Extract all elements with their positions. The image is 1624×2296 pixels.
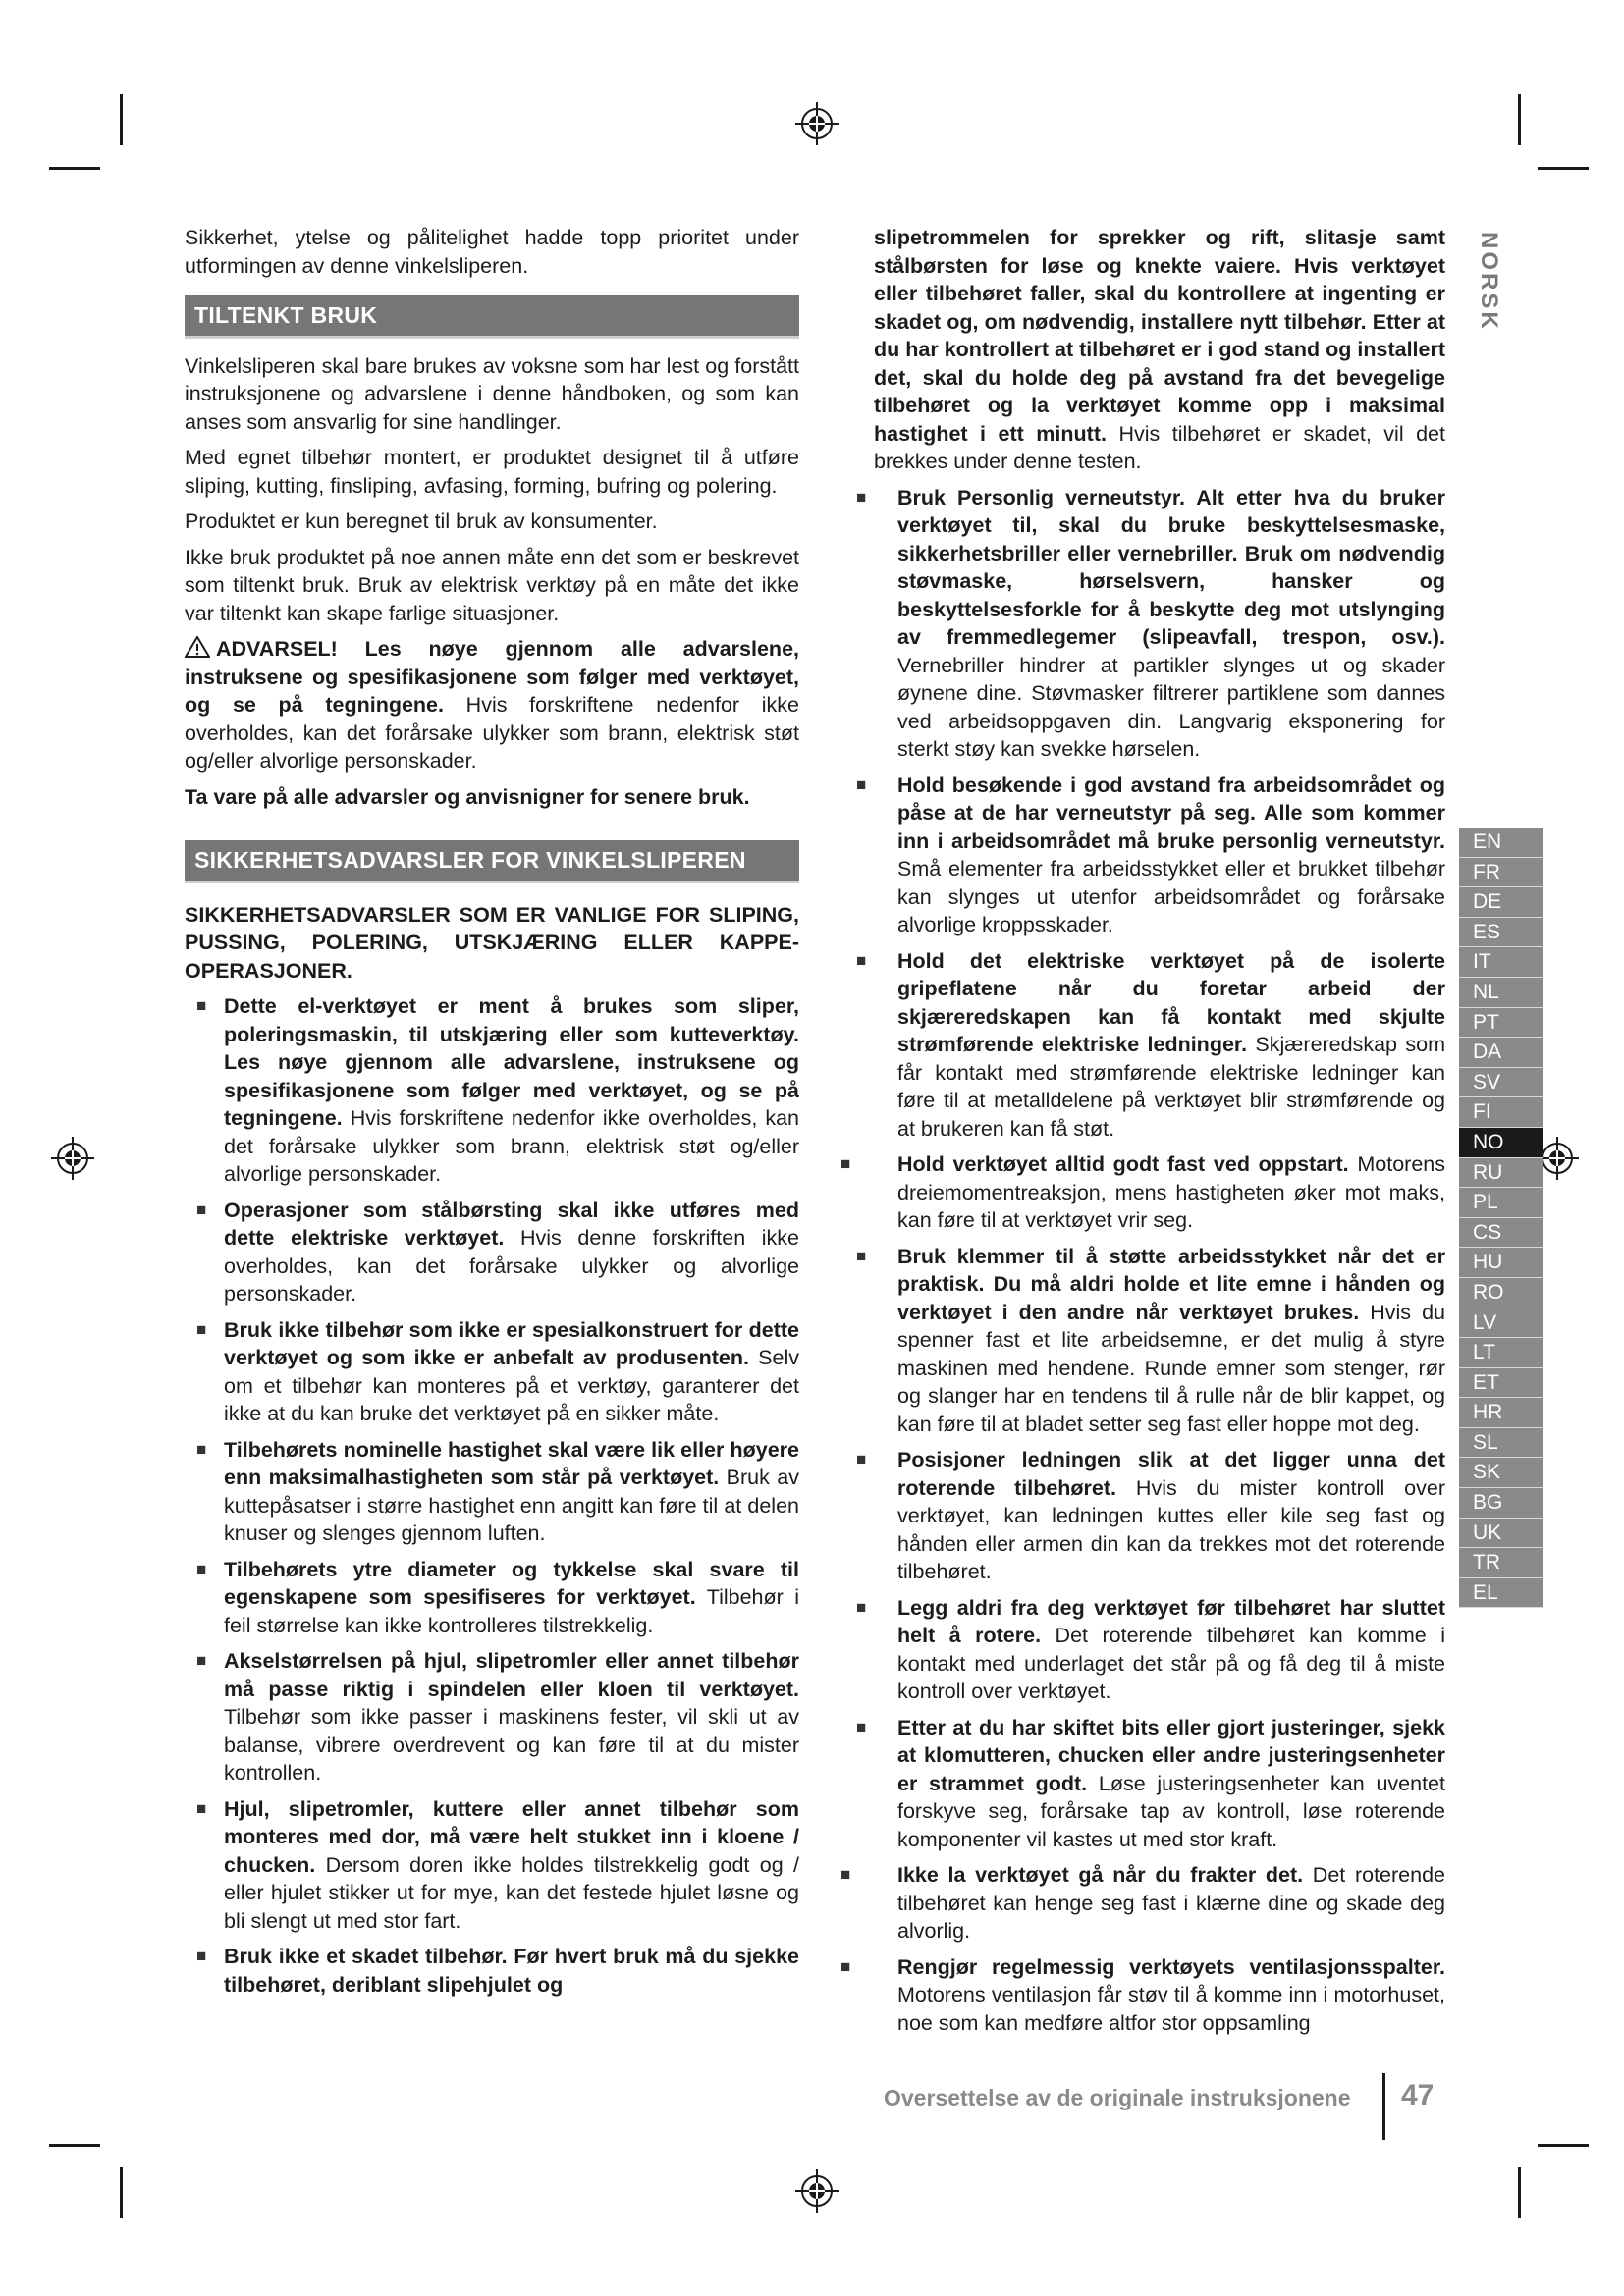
bullet-icon: ■ [856, 1597, 867, 1617]
crop-mark [1538, 167, 1589, 170]
list-item: ■ Tilbehørets nominelle hastighet skal være lik eller høyere enn maksimalhastigheten som står på verktøyet. Bruk av kuttepåsatser i større hastighet enn angitt kan føre til at delen knuser og slenges gjennom luften. [196, 1437, 799, 1545]
left-column [185, 224, 799, 2006]
language-tab-es[interactable]: ES [1459, 918, 1543, 948]
language-tab-de[interactable]: DE [1459, 887, 1543, 918]
paragraph: Med egnet tilbehør montert, er produktet designet til å utføre sliping, kutting, finsliping, avfasing, forming, bufring og polering. [185, 446, 799, 498]
bullet-icon: ■ [856, 774, 867, 794]
language-tab-en[interactable]: EN [1459, 828, 1543, 858]
bullet-icon: ■ [196, 1200, 207, 1219]
bullet-icon: ■ [856, 950, 867, 970]
right-column [840, 224, 1446, 2045]
language-tab-tr[interactable]: TR [1459, 1548, 1543, 1578]
language-tab-pl[interactable]: PL [1459, 1188, 1543, 1218]
language-tab-pt[interactable]: PT [1459, 1008, 1543, 1039]
crop-mark [49, 2144, 100, 2147]
crop-mark [120, 94, 123, 145]
language-tab-hu[interactable]: HU [1459, 1248, 1543, 1278]
crop-mark [49, 167, 100, 170]
list-item: ■ Rengjør regelmessig verktøyets ventilasjonsspalter. Motorens ventilasjon får støv til å komme inn i motorhuset, noe som kan medføre altfor stor oppsamling [840, 1954, 1445, 2035]
footer-caption: Oversettelse av de originale instruksjonene [884, 2085, 1351, 2110]
bullet-icon: ■ [856, 1717, 867, 1736]
section-heading-safety-warnings: SIKKERHETSADVARSLER FOR VINKELSLIPEREN [185, 840, 799, 883]
language-tab-lt[interactable]: LT [1459, 1338, 1543, 1368]
language-tab-cs[interactable]: CS [1459, 1218, 1543, 1249]
continued-paragraph: slipetrommelen for sprekker og rift, slitasje samt stålbørsten for løse og knekte vaiere. Hvis verktøyet eller tilbehøret faller, skal du kontrollere at ingenting er skadet og, om nødvendig, installere nytt tilbehør. Etter at du har kontrollert at tilbehøret er i god stand og installert det, skal du holde deg på avstand fra det bevegelige tilbehøret og la verktøyet komme opp i maksimal hastighet i ett minutt. Hvis tilbehøret er skadet, vil det brekkes under denne testen. [874, 226, 1445, 473]
language-tab-lv[interactable]: LV [1459, 1308, 1543, 1339]
footer-divider [1382, 2073, 1385, 2140]
bullet-icon: ■ [196, 1439, 207, 1459]
list-item: ■ Hold verktøyet alltid godt fast ved oppstart. Motorens dreiemomentreaksjon, mens hastigheten øker mot maks, kan føre til at verktøyet vrir seg. [840, 1152, 1445, 1232]
bullet-icon: ■ [856, 1246, 867, 1265]
bullet-icon: ■ [196, 1319, 207, 1339]
list-item: ■ Tilbehørets ytre diameter og tykkelse skal svare til egenskapene som spesifiseres for verktøyet. Tilbehør i feil størrelse kan ikke kontrolleres tilstrekkelig. [196, 1557, 799, 1637]
paragraph: Ikke bruk produktet på noe annen måte enn det som er beskrevet som tiltenkt bruk. Bruk av elektrisk verktøy på en måte det ikke var tiltenkt kan skape farlige situasjoner. [185, 545, 799, 625]
list-item: ■ Hold besøkende i god avstand fra arbeidsområdet og påse at de har verneutstyr på seg. Alle som kommer inn i arbeidsområdet må bruke personlig verneutstyr. Små elementer fra arbeidsstykket eller et brukket tilbehør kan slynges ut utenfor arbeidsområdet og forårsake alvorlige kroppsskader. [856, 773, 1445, 936]
bullet-icon: ■ [196, 1798, 207, 1818]
language-tab-sk[interactable]: SK [1459, 1458, 1543, 1488]
list-item: ■ Hold det elektriske verktøyet på de isolerte gripeflatene når du foretar arbeid der skjæreredskapen kan få kontakt med skjulte strømførende elektriske ledninger. Skjæreredskap som får kontakt med strømførende elektriske ledninger kan føre til at metalldelene på verktøyet blir strømførende og at brukeren kan få støt. [856, 948, 1445, 1141]
bullet-icon: ■ [196, 1651, 207, 1670]
list-item: ■ Bruk klemmer til å støtte arbeidsstykket når det er praktisk. Du må aldri holde et lite emne i hånden og verktøyet i den andre når verktøyet brukes. Hvis du spenner fast et lite arbeidsemne, er det mulig å styre maskinen med hendene. Runde emner som stenger, rør og slanger har en tendens til å rulle når de blir kappet, og kan føre til at bladet setter seg fast eller hoppe mot deg. [856, 1244, 1446, 1436]
language-tab-et[interactable]: ET [1459, 1368, 1543, 1399]
language-tab-ru[interactable]: RU [1459, 1158, 1543, 1189]
crop-mark [1518, 2167, 1521, 2218]
list-item: ■ Akselstørrelsen på hjul, slipetromler eller annet tilbehør må passe riktig i spindelen eller kloen til verktøyet. Tilbehør som ikke passer i maskinens fester, vil skli ut av balanse, vibrere overdrevent og kan føre til at du mister kontrollen. [196, 1649, 799, 1785]
list-item: ■ Dette el-verktøyet er ment å brukes som sliper, poleringsmaskin, til utskjæring eller som kutteverktøy. Les nøye gjennom alle advarslene, instruksene og spesifikasjonene som følger med verktøyet, og se på tegningene. Hvis forskriftene nedenfor ikke overholdes, kan det forårsake ulykker som brann, elektrisk støt og/eller alvorlige personskader. [196, 994, 799, 1186]
page-number: 47 [1401, 2079, 1435, 2111]
subheading: SIKKERHETSADVARSLER SOM ER VANLIGE FOR SLIPING, PUSSING, POLERING, UTSKJÆRING ELLER KAPPE-OPERASJONER. [185, 902, 799, 983]
language-tab-fr[interactable]: FR [1459, 858, 1543, 888]
list-item: ■ Posisjoner ledningen slik at det ligger unna det roterende tilbehøret. Hvis du mister kontroll over verktøyet, kan ledningen kuttes eller kile seg fast og hånden eller armen din kan da trekkes mot det roterende tilbehøret. [856, 1448, 1445, 1583]
language-label: NORSK [1476, 232, 1502, 332]
language-tab-uk[interactable]: UK [1459, 1519, 1543, 1549]
bullet-icon: ■ [196, 1947, 207, 1965]
warning-triangle-icon [185, 636, 210, 658]
registration-mark-icon [795, 102, 839, 145]
list-item: ■ Bruk ikke tilbehør som ikke er spesialkonstruert for dette verktøyet og som ikke er anbefalt av produsenten. Selv om et tilbehør kan monteres på et verktøy, garanterer det ikke at du kan bruke det verktøyet på en sikker måte. [196, 1317, 799, 1425]
language-tab-da[interactable]: DA [1459, 1038, 1543, 1068]
warning-bold: ADVARSEL! Les nøye gjennom alle advarslene, instruksene og spesifikasjonene som følger med verktøyet, og se på tegningene. [185, 637, 799, 717]
keep-note: Ta vare på alle advarsler og anvisnigner for senere bruk. [185, 784, 750, 809]
intro-paragraph: Sikkerhet, ytelse og pålitelighet hadde topp prioritet under utformingen av denne vinkelsliperen. [185, 226, 799, 278]
crop-mark [120, 2167, 123, 2218]
language-tab-sl[interactable]: SL [1459, 1428, 1543, 1459]
language-tab-fi[interactable]: FI [1459, 1097, 1543, 1128]
bullet-icon: ■ [196, 1559, 207, 1578]
list-item: ■ Legg aldri fra deg verktøyet før tilbehøret har sluttet helt å rotere. Det roterende tilbehøret kan komme i kontakt med underlaget det står på og få deg til å miste kontroll over verktøyet. [856, 1595, 1445, 1703]
list-item: ■ Bruk ikke et skadet tilbehør. Før hvert bruk må du sjekke tilbehøret, deriblant slipehjulet og [196, 1945, 799, 1997]
paragraph: Produktet er kun beregnet til bruk av konsumenter. [185, 509, 658, 533]
language-tab-el[interactable]: EL [1459, 1578, 1543, 1609]
bullet-icon: ■ [856, 487, 867, 507]
bullet-icon: ■ [840, 1154, 851, 1173]
language-tab-sv[interactable]: SV [1459, 1068, 1543, 1098]
paragraph: Vinkelsliperen skal bare brukes av voksne som har lest og forstått instruksjonene og advarslene i denne håndboken, og som kan anses som ansvarlig for sine handlinger. [185, 353, 799, 434]
warning-text: Hvis forskriftene nedenfor ikke overholdes, kan det forårsake ulykker som brann, elektrisk støt og/eller alvorlige personskader. [185, 693, 799, 773]
crop-mark [1538, 2144, 1589, 2147]
list-item: ■ Ikke la verktøyet gå når du frakter det. Det roterende tilbehøret kan henge seg fast i klærne dine og skade deg alvorlig. [840, 1863, 1445, 1943]
bullet-icon: ■ [196, 996, 207, 1015]
language-tab-it[interactable]: IT [1459, 947, 1543, 978]
list-item: ■ Operasjoner som stålbørsting skal ikke utføres med dette elektriske verktøyet. Hvis denne forskriften ikke overholdes, kan det forårsake ulykker og alvorlige personskader. [196, 1198, 799, 1306]
language-tab-no[interactable]: NO [1459, 1128, 1543, 1158]
registration-mark-icon [51, 1137, 94, 1180]
bullet-icon: ■ [840, 1865, 851, 1884]
list-item: ■ Bruk Personlig verneutstyr. Alt etter hva du bruker verktøyet til, skal du bruke beskyttelsesmaske, sikkerhetsbriller eller vernebriller. Bruk om nødvendig støvmaske, hørselsvern, hansker og beskyttelsesforkle for å beskytte deg mot utslynging av fremmedlegemer (slipeavfall, trespon, osv.). Vernebriller hindrer at partikler slynges ut og skader øynene dine. Støvmasker filtrerer partiklene som dannes ved arbeidsoppgaven din. Langvarig eksponering for sterkt støy kan svekke hørselen. [856, 485, 1445, 761]
section-heading-intended-use: TILTENKT BRUK [185, 295, 799, 339]
registration-mark-icon [795, 2169, 839, 2213]
bullet-icon: ■ [856, 1450, 867, 1468]
language-tabs [1459, 828, 1543, 1608]
warning-paragraph [185, 635, 799, 775]
list-item: ■ Etter at du har skiftet bits eller gjort justeringer, sjekk at klomutteren, chucken eller andre justeringsenheter er strammet godt. Løse justeringsenheter kan uventet forskyve seg, forårsake tap av kontroll, løse roterende komponenter vil kastes ut med stor kraft. [856, 1715, 1445, 1851]
language-tab-nl[interactable]: NL [1459, 978, 1543, 1008]
list-item: ■ Hjul, slipetromler, kuttere eller annet tilbehør som monteres med dor, må være helt stukket inn i kloene / chucken. Dersom doren ikke holdes tilstrekkelig godt og / eller hjulet stikker ut for mye, kan det festede hjulet løsne og bli slengt ut med stor fart. [196, 1796, 799, 1933]
language-tab-hr[interactable]: HR [1459, 1398, 1543, 1428]
language-tab-ro[interactable]: RO [1459, 1278, 1543, 1308]
bullet-icon: ■ [840, 1956, 851, 1976]
crop-mark [1518, 94, 1521, 145]
language-tab-bg[interactable]: BG [1459, 1488, 1543, 1519]
